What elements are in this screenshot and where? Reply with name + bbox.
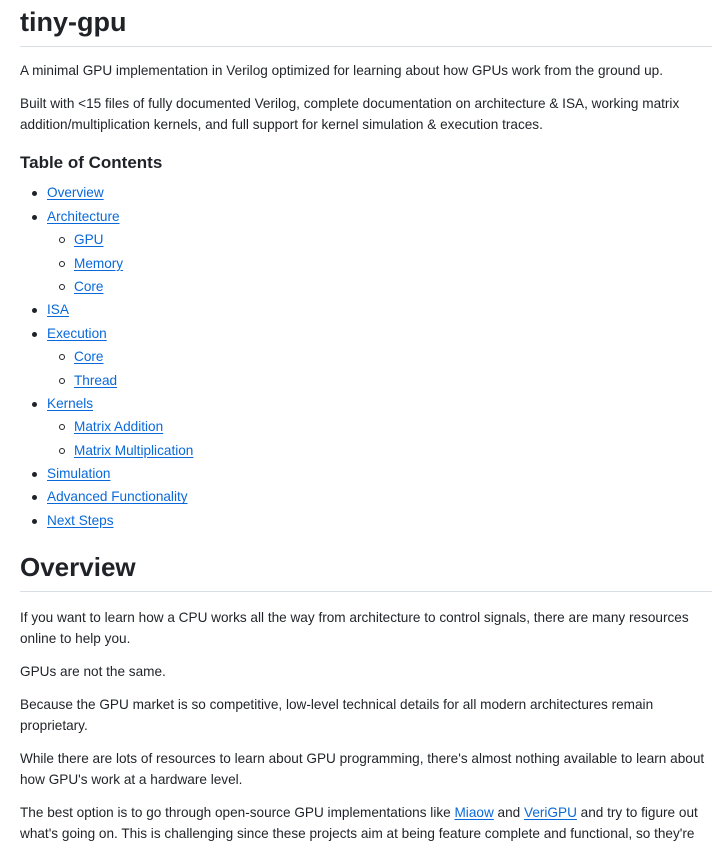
toc-link-matrix-addition[interactable]: Matrix Addition — [74, 419, 164, 435]
toc-link-execution-core[interactable]: Core — [74, 349, 104, 365]
overview-paragraph-5 — [20, 802, 712, 844]
toc-item-isa — [20, 300, 712, 320]
toc-item-next-steps — [20, 511, 712, 531]
toc-link-gpu[interactable]: GPU — [74, 232, 104, 248]
toc-heading: Table of Contents — [20, 153, 163, 173]
toc-subitem-gpu — [47, 230, 712, 250]
overview-section — [20, 607, 712, 844]
toc-link-memory[interactable]: Memory — [74, 255, 124, 271]
toc-sublist-kernels — [47, 417, 712, 460]
toc-sublist-architecture — [47, 230, 712, 297]
toc-list — [20, 183, 712, 530]
toc-item-architecture — [20, 207, 712, 297]
overview-paragraph-3: Because the GPU market is so competitive, low-level technical details for all modern architectures remain proprietary. — [20, 696, 654, 733]
overview-paragraph-1: If you want to learn how a CPU works all the way from architecture to control signals, there are many resources online to help you. — [20, 609, 689, 646]
toc-link-matrix-multiplication[interactable]: Matrix Multiplication — [74, 442, 194, 458]
toc-subitem-matrix-addition — [47, 417, 712, 437]
toc-sublist-execution — [47, 347, 712, 390]
toc-item-kernels — [20, 394, 712, 461]
toc-subitem-memory — [47, 254, 712, 274]
toc-item-overview — [20, 183, 712, 203]
miaow-link[interactable]: Miaow — [454, 804, 494, 820]
toc-link-simulation[interactable]: Simulation — [47, 466, 111, 482]
toc-link-next-steps[interactable]: Next Steps — [47, 512, 114, 528]
toc-item-advanced-functionality — [20, 487, 712, 507]
overview-p5-text-between: and — [493, 804, 524, 820]
toc-link-isa[interactable]: ISA — [47, 302, 69, 318]
toc-link-architecture-core[interactable]: Core — [74, 278, 104, 294]
toc-item-execution — [20, 324, 712, 391]
readme-content — [20, 0, 712, 844]
toc-subitem-matrix-multiplication — [47, 441, 712, 461]
intro-paragraph-1: A minimal GPU implementation in Verilog optimized for learning about how GPUs work from the ground up. — [20, 63, 663, 78]
page-title: tiny-gpu — [20, 0, 712, 47]
toc-link-overview[interactable]: Overview — [47, 185, 104, 201]
toc-subitem-thread — [47, 371, 712, 391]
intro-paragraph-2: Built with <15 files of fully documented Verilog, complete documentation on architecture & ISA, working matrix addition/multiplication kernels, and full support for kernel simulation & execution traces. — [20, 96, 680, 133]
toc-link-execution[interactable]: Execution — [47, 325, 107, 341]
toc-item-simulation — [20, 464, 712, 484]
toc-link-kernels[interactable]: Kernels — [47, 395, 94, 411]
toc-link-thread[interactable]: Thread — [74, 372, 118, 388]
toc-subitem-core — [47, 347, 712, 367]
overview-p5-text-after: and try to figure out what's going on. This is challenging since these projects aim at being feature complete and functional, so they're — [20, 804, 698, 841]
overview-paragraph-4: While there are lots of resources to learn about GPU programming, there's almost nothing available to learn about how GPU's work at a hardware level. — [20, 750, 705, 787]
overview-paragraph-2: GPUs are not the same. — [20, 663, 166, 679]
toc-subitem-core — [47, 277, 712, 297]
toc-link-architecture[interactable]: Architecture — [47, 208, 120, 224]
verigpu-link[interactable]: VeriGPU — [524, 804, 577, 820]
overview-heading: Overview — [20, 549, 712, 592]
overview-p5-text-before: The best option is to go through open-source GPU implementations like — [20, 804, 455, 820]
toc-link-advanced-functionality[interactable]: Advanced Functionality — [47, 489, 188, 505]
